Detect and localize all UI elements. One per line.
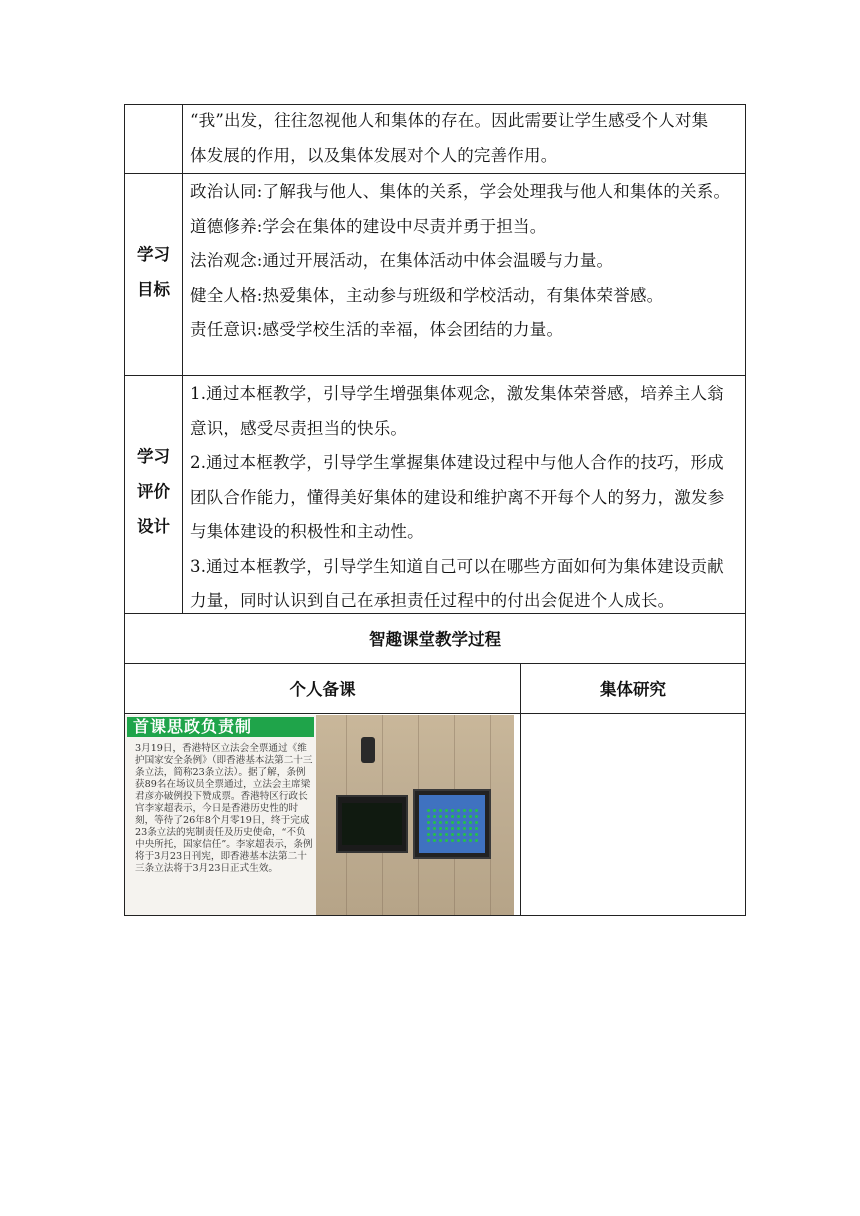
intro-text xyxy=(190,104,744,173)
evaluation-line: 1.通过本框教学，引导学生增强集体观念，激发集体荣誉感，培养主人翁 xyxy=(190,384,724,403)
seat-dot xyxy=(439,815,442,818)
goal-item: 责任意识:感受学校生活的幸福，体会团结的力量。 xyxy=(190,320,564,339)
evaluation-label-line: 评价 xyxy=(137,482,170,501)
seat-dot xyxy=(445,839,448,842)
column-divider xyxy=(520,663,521,915)
seat-dot xyxy=(469,839,472,842)
seat-dot xyxy=(463,833,466,836)
seat-dot xyxy=(463,815,466,818)
row-divider xyxy=(125,713,745,714)
seat-dot xyxy=(475,815,478,818)
seat-dot xyxy=(475,839,478,842)
seat-dot xyxy=(433,815,436,818)
seating-chart-screen xyxy=(413,789,491,859)
seat-dot xyxy=(427,809,430,812)
seat-dot xyxy=(463,827,466,830)
lesson-plan-table xyxy=(124,104,746,916)
seat-dot xyxy=(475,833,478,836)
row-divider xyxy=(125,663,745,664)
seat-dot xyxy=(451,839,454,842)
goals-label-line: 学习 xyxy=(137,245,170,264)
seat-dot xyxy=(451,809,454,812)
seat-dot xyxy=(457,839,460,842)
seat-dot xyxy=(445,827,448,830)
news-body: 3月19日，香港特区立法会全票通过《维护国家安全条例》（即香港基本法第二十三条立法，简称23条立法）。据了解，条例获89名在场议员全票通过，立法会主席梁君彦亦破例投下赞成票。香港特区行政长官李家超表示，今日是香港历史性的时刻，等待了26年8个月零19日，终于完成23条立法的宪制责任及历史使命，“不负中央所托，国家信任”。李家超表示，条例将于3月23日刊宪，即香港基本法第二十三条立法将于3月23日正式生效。 xyxy=(135,743,313,874)
seat-dot xyxy=(427,815,430,818)
seat-dot xyxy=(475,821,478,824)
evaluation-line: 意识，感受尽责担当的快乐。 xyxy=(190,418,408,438)
seat-dot xyxy=(427,821,430,824)
group-research-heading: 集体研究 xyxy=(600,680,666,699)
seat-dot xyxy=(463,809,466,812)
seat-dot xyxy=(469,833,472,836)
evaluation-label-line: 学习 xyxy=(137,447,170,466)
seat-dot xyxy=(469,827,472,830)
seat-dot xyxy=(433,833,436,836)
evaluation-line: 与集体建设的积极性和主动性。 xyxy=(190,522,424,541)
personal-prep-heading: 个人备课 xyxy=(289,680,356,699)
legislative-chamber-photo xyxy=(316,715,514,915)
seat-dot xyxy=(445,833,448,836)
seat-dot xyxy=(433,839,436,842)
column-divider xyxy=(182,105,183,613)
seat-dot xyxy=(439,839,442,842)
evaluation-text xyxy=(190,377,744,619)
seat-dot xyxy=(475,809,478,812)
seat-dot xyxy=(433,809,436,812)
goals-label xyxy=(125,237,182,307)
seat-dot xyxy=(469,809,472,812)
seat-dot xyxy=(463,839,466,842)
news-clipping xyxy=(125,715,316,915)
seat-dot xyxy=(445,821,448,824)
seat-dot xyxy=(475,827,478,830)
seat-dot xyxy=(451,833,454,836)
seat-dot xyxy=(439,827,442,830)
seat-dot xyxy=(451,815,454,818)
seat-dot xyxy=(457,809,460,812)
seat-dot xyxy=(433,827,436,830)
seat-dot xyxy=(469,821,472,824)
evaluation-label xyxy=(125,439,182,544)
evaluation-line: 团队合作能力，懂得美好集体的建设和维护离不开每个人的努力，激发参 xyxy=(190,487,725,507)
row-divider xyxy=(125,173,745,174)
evaluation-line: 2.通过本框教学，引导学生掌握集体建设过程中与他人合作的技巧，形成 xyxy=(190,453,724,472)
vote-result-screen xyxy=(336,795,408,853)
evaluation-line: 3.通过本框教学，引导学生知道自己可以在哪些方面如何为集体建设贡献 xyxy=(190,556,724,576)
goal-item: 健全人格:热爱集体，主动参与班级和学校活动，有集体荣誉感。 xyxy=(190,285,664,305)
evaluation-line: 力量，同时认识到自己在承担责任过程中的付出会促进个人成长。 xyxy=(190,591,675,610)
intro-line: 体发展的作用，以及集体发展对个人的完善作用。 xyxy=(190,145,558,165)
seat-dot xyxy=(439,809,442,812)
seat-dot xyxy=(451,821,454,824)
evaluation-label-line: 设计 xyxy=(137,517,170,536)
wall-fixture xyxy=(361,737,375,763)
seat-dot xyxy=(463,821,466,824)
seat-dot xyxy=(457,821,460,824)
seat-dot xyxy=(433,821,436,824)
goal-item: 道德修养:学会在集体的建设中尽责并勇于担当。 xyxy=(190,216,547,236)
goal-item: 法治观念:通过开展活动，在集体活动中体会温暖与力量。 xyxy=(190,251,614,270)
news-headline: 首课思政负责制 xyxy=(127,717,314,737)
goal-item: 政治认同:了解我与他人、集体的关系，学会处理我与他人和集体的关系。 xyxy=(190,182,731,201)
goals-label-line: 目标 xyxy=(137,280,170,299)
seat-dot xyxy=(445,815,448,818)
row-divider xyxy=(125,375,745,376)
process-title: 智趣课堂教学过程 xyxy=(369,630,501,649)
seat-dot xyxy=(427,839,430,842)
seat-dot xyxy=(427,827,430,830)
seat-dot xyxy=(451,827,454,830)
seat-dot xyxy=(445,809,448,812)
seat-dot xyxy=(457,833,460,836)
seat-dot xyxy=(439,821,442,824)
seat-dot xyxy=(439,833,442,836)
intro-line: “我”出发，往往忽视他人和集体的存在。因此需要让学生感受个人对集 xyxy=(190,111,709,130)
news-photo xyxy=(125,715,514,915)
seat-dot xyxy=(457,827,460,830)
seat-dot xyxy=(457,815,460,818)
goals-list xyxy=(190,175,744,348)
seat-dot xyxy=(469,815,472,818)
seat-dot xyxy=(427,833,430,836)
